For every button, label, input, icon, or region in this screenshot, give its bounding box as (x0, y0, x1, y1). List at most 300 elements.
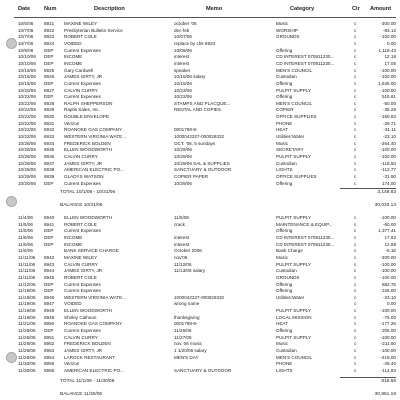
cell-category: Bank Charge (276, 248, 303, 254)
transaction-row (0, 215, 400, 221)
cell-date: 10/29/06 (18, 173, 36, 179)
cell-check-number: DEP (44, 60, 54, 66)
header-clr: Clr (352, 6, 360, 12)
transaction-row (0, 154, 400, 160)
cell-check-number: 8949 (44, 314, 55, 320)
cell-payee: MAXINE WILEY (64, 21, 98, 26)
cell-cleared: c (354, 341, 357, 347)
cell-check-number: 8931 (44, 120, 55, 126)
cell-date: 11/19/06 (18, 301, 36, 307)
cell-payee: ROBERT COLE (64, 221, 97, 227)
cell-check-number: 8941 (44, 221, 55, 227)
cell-date: 10/6/06 (18, 21, 34, 26)
cell-payee: JAMES GIRTY, JR (64, 348, 103, 353)
transaction-row (0, 101, 400, 107)
total-rule (340, 188, 396, 189)
transaction-row (0, 288, 400, 294)
cell-category: Custodian (276, 160, 297, 166)
cell-cleared: c (354, 228, 357, 234)
cell-date: 11/6/06 (18, 234, 33, 240)
cell-cleared: c (354, 361, 357, 367)
total-november-amount: 818.65 (381, 379, 396, 384)
transaction-row (0, 321, 400, 327)
cell-category: MAINTENANCE & EQUIP... (276, 221, 333, 227)
cell-check-number: 8939 (44, 173, 55, 179)
cell-cleared: c (354, 248, 357, 254)
transaction-row (0, 308, 400, 314)
cell-memo: MEN'S DAY (174, 354, 199, 360)
cell-category: HEAT (276, 127, 288, 133)
cell-check-number: 8923 (44, 34, 55, 40)
cell-memo: October 2006 (174, 248, 202, 254)
cell-cleared: c (354, 180, 357, 186)
cell-category: GROUNDS (276, 34, 300, 40)
cell-category: Music (276, 254, 288, 260)
cell-date: 10/22/06 (18, 94, 36, 100)
cell-payee: Current Expenses (64, 328, 101, 334)
cell-amount: -211.50 (380, 341, 396, 347)
cell-amount: -23.10 (382, 294, 396, 300)
cell-payee: JAMES GIRTY, JR (64, 74, 103, 80)
cell-amount: 1,645.00 (378, 80, 396, 86)
transaction-row (0, 348, 400, 354)
cell-amount: -23.10 (382, 134, 396, 140)
transaction-row (0, 147, 400, 153)
cell-amount: -177.26 (380, 321, 396, 327)
cell-date: 10/22/06 (18, 120, 36, 126)
cell-amount: -114.93 (380, 367, 396, 373)
cell-date: 11/26/06 (18, 341, 36, 347)
cell-date: 11/19/06 (18, 308, 36, 314)
cell-check-number: 8937 (44, 160, 55, 166)
cell-memo: interest (174, 241, 190, 247)
transaction-row (0, 361, 400, 367)
cell-payee: Gary Cardwell (64, 67, 94, 73)
cell-memo: 11/5/06 (174, 215, 189, 220)
cell-memo: 11/12/06 (174, 261, 192, 267)
cell-cleared: c (354, 54, 357, 60)
cell-cleared: c (354, 268, 357, 274)
cell-payee: ELLEN WOODWORTH (64, 308, 112, 314)
transaction-row (0, 161, 400, 167)
cell-category: Offering (276, 228, 293, 234)
transaction-row (0, 335, 400, 341)
cell-memo: COPIER PAPER (174, 173, 209, 179)
cell-category: HEAT (276, 321, 288, 327)
cell-payee: INCOME (64, 60, 83, 66)
cell-cleared: c (354, 261, 357, 267)
cell-memo: 10/29/06 SAL & SUPPLIES (174, 160, 230, 166)
cell-cleared: c (354, 288, 357, 294)
cell-cleared: c (354, 173, 357, 179)
cell-memo: 10/29/06 (174, 154, 192, 159)
transaction-row (0, 34, 400, 40)
cell-payee: Presbyterian Bulletin Service (64, 27, 123, 33)
cell-payee: ROANOKE GAS COMPANY (64, 127, 123, 133)
cell-memo: speaker (174, 67, 191, 73)
cell-cleared: c (354, 294, 357, 300)
cell-check-number: DEP (44, 288, 54, 294)
cell-cleared: c (354, 241, 357, 247)
cell-check-number: 8944 (44, 268, 55, 274)
cell-category: Offering (276, 47, 293, 53)
cell-memo: wrong name (174, 301, 200, 307)
transaction-row (0, 301, 400, 307)
transaction-row (0, 174, 400, 180)
cell-memo: replace by chk 8923 (174, 40, 216, 46)
cell-cleared: c (354, 74, 357, 80)
cell-cleared: c (354, 334, 357, 340)
cell-payee: Current Expenses (64, 180, 101, 186)
cell-date: 11/21/06 (18, 321, 36, 327)
cell-check-number: DEP (44, 54, 54, 60)
cell-category: LIGHTS (276, 367, 293, 373)
cell-date: 11/11/06 (18, 274, 36, 280)
cell-cleared: c (354, 140, 357, 146)
cell-amount: 226.00 (381, 288, 396, 294)
transaction-row (0, 181, 400, 187)
cell-payee: Verizon (64, 120, 80, 126)
cell-cleared: c (354, 107, 357, 113)
cell-memo: 10/23/06 (174, 87, 192, 93)
transaction-row (0, 28, 400, 34)
cell-cleared: c (354, 254, 357, 260)
cell-cleared: c (354, 367, 357, 373)
cell-date: 10/28/06 (18, 147, 36, 153)
cell-check-number: 8928 (44, 100, 55, 106)
transaction-row (0, 81, 400, 87)
cell-amount: -60.00 (382, 221, 396, 227)
cell-category: MEN'S COUNCIL (276, 354, 313, 360)
cell-amount: 515.61 (381, 94, 396, 100)
cell-memo: 11/26/06 (174, 328, 192, 334)
cell-category: CD INTEREST 070811230... (276, 234, 335, 240)
cell-amount: -100.00 (380, 74, 396, 80)
cell-category: LOCAL MISSION (276, 314, 312, 320)
cell-check-number: 8950 (44, 321, 55, 327)
header-amount: Amount (370, 6, 392, 12)
cell-category: PULPIT SUPPLY (276, 215, 312, 220)
cell-payee: Verizon (64, 361, 80, 367)
cell-check-number: 8929 (44, 107, 55, 113)
header-description: Description (94, 6, 125, 12)
cell-payee: Raptis Sales, Inc. (64, 107, 100, 113)
cell-memo: 10/15/06 (174, 80, 192, 86)
balance-october-amount: 30,033.14 (374, 203, 396, 208)
cell-memo: 1000042327-000026332 (174, 294, 225, 300)
transaction-row (0, 74, 400, 80)
cell-category: Music (276, 140, 288, 146)
cell-category: PULPIT SUPPLY (276, 154, 312, 159)
cell-date: 10/28/06 (18, 140, 36, 146)
cell-cleared: c (354, 40, 357, 46)
cell-amount: -50.00 (382, 100, 396, 106)
transaction-row (0, 68, 400, 74)
cell-date: 11/26/06 (18, 348, 36, 353)
cell-amount: 17.62 (384, 234, 396, 240)
cell-amount: -29.71 (382, 120, 396, 126)
cell-payee: ROBERT COLE (64, 34, 97, 40)
cell-check-number: DEP (44, 228, 54, 234)
cell-payee: Current Expenses (64, 80, 101, 86)
cell-category: PHONE (276, 361, 293, 367)
cell-check-number: 8925 (44, 67, 55, 73)
cell-date: 10/15/06 (18, 74, 36, 80)
cell-payee: Current Expenses (64, 288, 101, 294)
cell-memo: nov. 06 music (174, 341, 202, 347)
transaction-row (0, 88, 400, 94)
cell-date: 10/30/06 (18, 180, 36, 186)
cell-amount: -100.00 (380, 34, 396, 40)
cell-category: MEN'S COUNCIL (276, 100, 313, 106)
transaction-row (0, 255, 400, 261)
cell-memo: october '06 (174, 21, 197, 26)
transaction-row (0, 355, 400, 361)
cell-category: MEN'S COUNCIL (276, 67, 313, 73)
header-category: Category (290, 6, 315, 12)
cell-date: 11/11/06 (18, 268, 36, 274)
cell-amount: -118.50 (380, 160, 396, 166)
cell-amount: -100.00 (380, 334, 396, 340)
balance-october-label: BALANCE 10/31/06 (60, 203, 103, 208)
cell-payee: RALPH SHEPPERSON (64, 100, 113, 106)
punch-hole (6, 196, 17, 207)
cell-memo: 1 1/20/06 salary (174, 348, 207, 353)
cell-category: Music (276, 341, 288, 347)
cell-payee: WESTERN VIRGINIA WATE... (64, 294, 127, 300)
cell-memo: 1000042327-000026332 (174, 134, 225, 140)
cell-payee: Current Expenses (64, 94, 101, 100)
cell-memo: 10/29/06 (174, 180, 192, 186)
transaction-row (0, 315, 400, 321)
cell-cleared: c (354, 114, 357, 120)
cell-amount: -112.77 (380, 167, 396, 173)
cell-check-number: 8933 (44, 134, 55, 140)
total-october-label: TOTAL 10/1/06 - 10/31/06 (60, 190, 116, 195)
cell-cleared: c (354, 160, 357, 166)
cell-amount: -100.00 (380, 147, 396, 153)
cell-date: 10/22/06 (18, 114, 36, 120)
total-november-label: TOTAL 11/1/06 - 11/30/06 (60, 379, 115, 384)
cell-cleared: c (354, 354, 357, 360)
cell-amount: -5.16 (385, 248, 396, 254)
cell-memo: 10/29/06 (174, 147, 192, 153)
cell-check-number: 8943 (44, 261, 55, 267)
cell-payee: FREDERICK BOLDEN (64, 140, 111, 146)
cell-date: 11/30/06 (18, 361, 36, 367)
cell-payee: VOIDED (64, 301, 82, 307)
header-memo: Memo (206, 6, 223, 12)
cell-cleared: c (354, 60, 357, 66)
transaction-row (0, 107, 400, 113)
cell-check-number: 8935 (44, 147, 55, 153)
cell-check-number: 8930 (44, 114, 55, 120)
cell-date: 11/6/06 (18, 248, 33, 254)
cell-cleared: c (354, 100, 357, 106)
cell-check-number: 8934 (44, 140, 55, 146)
transaction-row (0, 141, 400, 147)
cell-amount: 12.18 (384, 54, 396, 60)
cell-date: 11/30/06 (18, 367, 36, 373)
cell-date: 10/22/06 (18, 127, 36, 133)
cell-cleared: c (354, 47, 357, 53)
cell-check-number: 8940 (44, 215, 55, 220)
cell-memo: SANCTUARY & OUTDOOR (174, 167, 232, 173)
cell-check-number: 8942 (44, 254, 55, 260)
cell-payee: Current Expenses (64, 228, 101, 234)
cell-cleared: c (354, 80, 357, 86)
cell-date: 11/5/06 (18, 228, 33, 234)
cell-category: Offering (276, 94, 293, 100)
cell-category: SECRETARY (276, 147, 304, 153)
cell-amount: 12.59 (384, 241, 396, 247)
cell-payee: LAROCK RESTAURANT (64, 354, 115, 360)
cell-cleared: c (354, 314, 357, 320)
transaction-row (0, 228, 400, 234)
cell-memo: interest (174, 54, 190, 60)
cell-date: 11/19/06 (18, 314, 36, 320)
cell-check-number: 8946 (44, 294, 55, 300)
cell-payee: CALVIN CURRY (64, 261, 98, 267)
cell-payee: JAMES GIRTY, JR (64, 268, 103, 274)
cell-cleared: c (354, 147, 357, 153)
cell-date: 11/19/06 (18, 288, 36, 294)
cell-date: 10/7/06 (18, 27, 34, 33)
cell-payee: Current Expenses (64, 47, 101, 53)
cell-memo: 11/13/06 salary (174, 268, 206, 274)
cell-memo: SANCTUARY & OUTDOOR (174, 367, 232, 373)
cell-amount: 1,118.43 (378, 47, 396, 53)
cell-date: 11/6/06 (18, 241, 33, 247)
cell-check-number: 8938 (44, 167, 55, 173)
cell-amount: -300.00 (380, 21, 396, 26)
cell-payee: CALVIN CURRY (64, 87, 98, 93)
cell-date: 10/29/06 (18, 167, 36, 173)
transaction-row (0, 167, 400, 173)
cell-amount: -100.00 (380, 274, 396, 280)
cell-category: Custodian (276, 348, 297, 353)
cell-category: Custodian (276, 268, 297, 274)
cell-category: PULPIT SUPPLY (276, 308, 312, 314)
transaction-row (0, 222, 400, 228)
cell-memo: interest (174, 60, 190, 66)
cell-date: 10/28/06 (18, 154, 36, 159)
cell-amount: -219.00 (380, 354, 396, 360)
cell-amount: -28.40 (382, 361, 396, 367)
cell-date: 10/8/06 (18, 47, 34, 53)
cell-check-number: 8952 (44, 341, 55, 347)
cell-amount: -100.00 (380, 87, 396, 93)
cell-check-number: 8927 (44, 87, 55, 93)
cell-payee: GLADYS WATSON (64, 173, 104, 179)
cell-cleared: c (354, 127, 357, 133)
cell-category: Offering (276, 80, 293, 86)
total-rule (340, 377, 396, 378)
cell-cleared: c (354, 308, 357, 314)
cell-amount: -100.00 (380, 215, 396, 220)
header-num: Num (44, 6, 57, 12)
cell-amount: -31.90 (382, 173, 396, 179)
cell-date: 10/10/06 (18, 60, 36, 66)
cell-category: PULPIT SUPPLY (276, 87, 312, 93)
transaction-row (0, 282, 400, 288)
cell-check-number: 8953 (44, 348, 55, 353)
cell-payee: ROANOKE GAS COMPANY (64, 321, 123, 327)
cell-check-number: 8947 (44, 301, 55, 307)
cell-category: PHONE (276, 120, 293, 126)
transaction-row (0, 54, 400, 60)
cell-amount: -100.00 (380, 348, 396, 353)
cell-date: 10/22/06 (18, 134, 36, 140)
cell-check-number: DEP (44, 80, 54, 86)
cell-amount: 17.05 (384, 60, 396, 66)
transaction-row (0, 41, 400, 47)
cell-cleared: c (354, 301, 357, 307)
transaction-row (0, 268, 400, 274)
cell-category: Music (276, 21, 288, 26)
transaction-row (0, 127, 400, 133)
cell-memo: 11/27/06 (174, 334, 192, 340)
transaction-row (0, 134, 400, 140)
cell-cleared: c (354, 134, 357, 140)
cell-check-number: DEP (44, 47, 54, 53)
cell-category: Utilities:Water (276, 294, 305, 300)
cell-amount: -35.26 (382, 107, 396, 113)
cell-cleared: c (354, 67, 357, 73)
cell-cleared: c (354, 215, 357, 220)
cell-cleared: c (354, 21, 357, 26)
transaction-row (0, 94, 400, 100)
cell-category: PULPIT SUPPLY (276, 261, 312, 267)
header-rule (14, 17, 396, 18)
cell-cleared: c (354, 94, 357, 100)
transaction-row (0, 341, 400, 347)
cell-cleared: c (354, 221, 357, 227)
cell-payee: INCOME (64, 241, 83, 247)
cell-date: 10/7/06 (18, 40, 34, 46)
cell-category: CD INTEREST 070811230... (276, 60, 335, 66)
cell-memo: nov'06 (174, 254, 188, 260)
cell-memo: OCT. '06, 5 sundays (174, 140, 216, 146)
cell-cleared: c (354, 27, 357, 33)
cell-date: 10/15/06 (18, 80, 36, 86)
cell-cleared: c (354, 120, 357, 126)
cell-amount: -75.00 (382, 314, 396, 320)
cell-check-number: DEP (44, 281, 54, 287)
cell-date: 11/26/06 (18, 334, 36, 340)
cell-memo: STAMPS AND PLACQUE... (174, 100, 231, 106)
cell-category: Offering (276, 328, 293, 334)
cell-amount: 0.00 (387, 40, 396, 46)
cell-category: WORSHIP (276, 27, 298, 33)
cell-payee: CALVIN CURRY (64, 154, 98, 159)
cell-payee: INCOME (64, 234, 83, 240)
cell-payee: CALVIN CURRY (64, 334, 98, 340)
cell-amount: 205.00 (381, 328, 396, 334)
cell-amount: -264.40 (380, 140, 396, 146)
cell-payee: DOUBLE ENVELOPE (64, 114, 109, 120)
transaction-row (0, 275, 400, 281)
cell-cleared: c (354, 154, 357, 159)
cell-category: Offering (276, 288, 293, 294)
cell-date: 10/7/06 (18, 34, 34, 40)
cell-payee: BANK SERVICE CHARGE (64, 248, 119, 254)
cell-check-number: DEP (44, 180, 54, 186)
cell-payee: Shirley Calhoun (64, 314, 97, 320)
cell-date: 10/22/06 (18, 107, 36, 113)
cell-check-number: 8932 (44, 127, 55, 133)
cell-date: 10/29/06 (18, 160, 36, 166)
